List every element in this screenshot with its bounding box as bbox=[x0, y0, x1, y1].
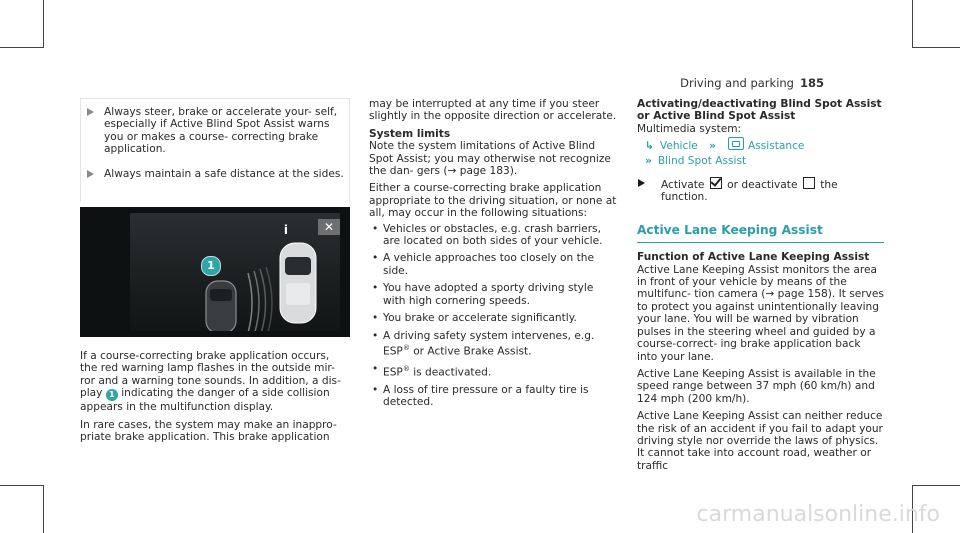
paragraph: Multimedia system: bbox=[637, 122, 742, 135]
chevron-right-icon: » bbox=[645, 154, 652, 167]
list-item: • Vehicles or obstacles, e.g. crash barriers, are located on both sides of your vehicle. bbox=[369, 223, 619, 248]
callout-badge: 1 bbox=[106, 389, 118, 401]
blind-spot-illustration bbox=[80, 207, 350, 337]
menu-path-row bbox=[645, 137, 884, 152]
paragraph-text: If a course-correcting brake application occurs, the red warning lamp flashes in the outside mir- ror and a warning tone sounds. In addition, a dis- play bbox=[80, 350, 341, 400]
paragraph: In rare cases, the system may make an inappro- priate brake application. This brake application bbox=[80, 418, 337, 444]
crop-mark bbox=[43, 485, 44, 533]
step-text: Always steer, brake or accelerate your- self, especially if Active Blind Spot Assist warns you or makes a course- correcting brake application. bbox=[104, 106, 338, 156]
chevron-right-icon: » bbox=[709, 140, 716, 153]
paragraph-text: indicating the danger of a side collision appears in the multifunction display. bbox=[80, 387, 330, 414]
menu-path-row bbox=[645, 155, 884, 167]
menu-item-assistance: Assistance bbox=[748, 140, 805, 153]
registered-mark: ® bbox=[402, 343, 410, 352]
crop-mark bbox=[912, 0, 913, 48]
list-item bbox=[369, 363, 619, 379]
column-middle bbox=[369, 98, 619, 414]
step-item bbox=[637, 177, 884, 204]
vehicles-graphic bbox=[130, 213, 340, 331]
list-text: A driving safety system intervenes, e.g. ESP bbox=[383, 329, 595, 358]
list-text: or Active Brake Assist. bbox=[413, 345, 532, 358]
paragraph bbox=[80, 350, 350, 414]
column-left-lower bbox=[80, 350, 350, 448]
step-text: or deactivate bbox=[727, 179, 798, 192]
section-heading: System limits bbox=[369, 127, 451, 140]
list-item bbox=[369, 330, 619, 358]
column-left bbox=[80, 98, 350, 189]
step-item bbox=[80, 168, 350, 180]
step-arrow-icon bbox=[87, 108, 94, 116]
list-item: • You brake or accelerate significantly. bbox=[369, 312, 619, 324]
crop-mark bbox=[0, 485, 44, 486]
callout-badge: 1 bbox=[201, 256, 221, 276]
crop-mark bbox=[912, 485, 960, 486]
section-heading: Activating/deactivating Blind Spot Assist or Active Blind Spot Assist bbox=[637, 98, 882, 123]
return-arrow-icon: ↳ bbox=[645, 140, 654, 153]
step-text: Always maintain a safe distance at the sides. bbox=[104, 167, 344, 180]
sub-heading: Function of Active Lane Keeping Assist bbox=[637, 251, 870, 264]
registered-mark: ® bbox=[402, 364, 410, 373]
list-item: • A vehicle approaches too closely on the side. bbox=[369, 252, 619, 277]
watermark: carmanualsonline.info bbox=[696, 502, 940, 527]
paragraph: Active Lane Keeping Assist is available in the speed range between 37 mph (60 km/h) and 124 mph (200 km/h). bbox=[637, 367, 876, 405]
step-arrow-icon bbox=[87, 170, 94, 178]
paragraph: Active Lane Keeping Assist monitors the area in front of your vehicle by means of the multifunc- tion camera (→ page 158). It serves to protect you against unintentionally leaving your lane. You will be warned by vibration pulses in the steering wheel and guided by a course-correct- ing brake application back into your lane. bbox=[637, 263, 884, 363]
step-item bbox=[80, 106, 350, 156]
menu-item-vehicle: Vehicle bbox=[659, 140, 698, 153]
paragraph: Either a course-correcting brake application appropriate to the driving situation, or none at all, may occur in the following situations: bbox=[369, 182, 617, 220]
info-icon: i bbox=[283, 223, 288, 237]
crop-mark bbox=[43, 0, 44, 48]
step-arrow-icon bbox=[638, 179, 645, 187]
situation-list bbox=[369, 223, 619, 409]
checkbox-checked-icon bbox=[710, 177, 722, 189]
step-text: Activate bbox=[661, 179, 705, 192]
list-item: • You have adopted a sporty driving style with high cornering speeds. bbox=[369, 282, 619, 307]
list-item: • A loss of tire pressure or a faulty tire is detected. bbox=[369, 384, 619, 409]
crop-mark bbox=[0, 47, 44, 48]
menu-path bbox=[645, 137, 884, 167]
header-section: Driving and parking bbox=[680, 76, 794, 90]
crop-mark bbox=[912, 47, 960, 48]
column-right bbox=[637, 98, 884, 477]
display-screen bbox=[130, 213, 340, 331]
page-header bbox=[680, 76, 824, 90]
checkbox-empty-icon bbox=[803, 177, 815, 189]
close-icon: ✕ bbox=[318, 219, 340, 235]
car-assist-icon bbox=[728, 137, 744, 150]
paragraph: may be interrupted at any time if you steer slightly in the opposite direction or accelerate. bbox=[369, 98, 617, 123]
paragraph: Active Lane Keeping Assist can neither reduce the risk of an accident if you fail to adapt your driving style nor override the laws of physics. It cannot take into account road, weather or traffic bbox=[637, 410, 883, 472]
menu-item-blind-spot: Blind Spot Assist bbox=[657, 154, 747, 167]
list-text: is deactivated. bbox=[413, 366, 492, 379]
list-text: ESP bbox=[383, 366, 403, 379]
paragraph: Note the system limitations of Active Blind Spot Assist; you may otherwise not recognize the dan- gers (→ page 183). bbox=[369, 140, 611, 178]
section-title: Active Lane Keeping Assist bbox=[637, 224, 884, 243]
page-number: 185 bbox=[799, 76, 824, 90]
step-text: the function. bbox=[661, 179, 838, 204]
